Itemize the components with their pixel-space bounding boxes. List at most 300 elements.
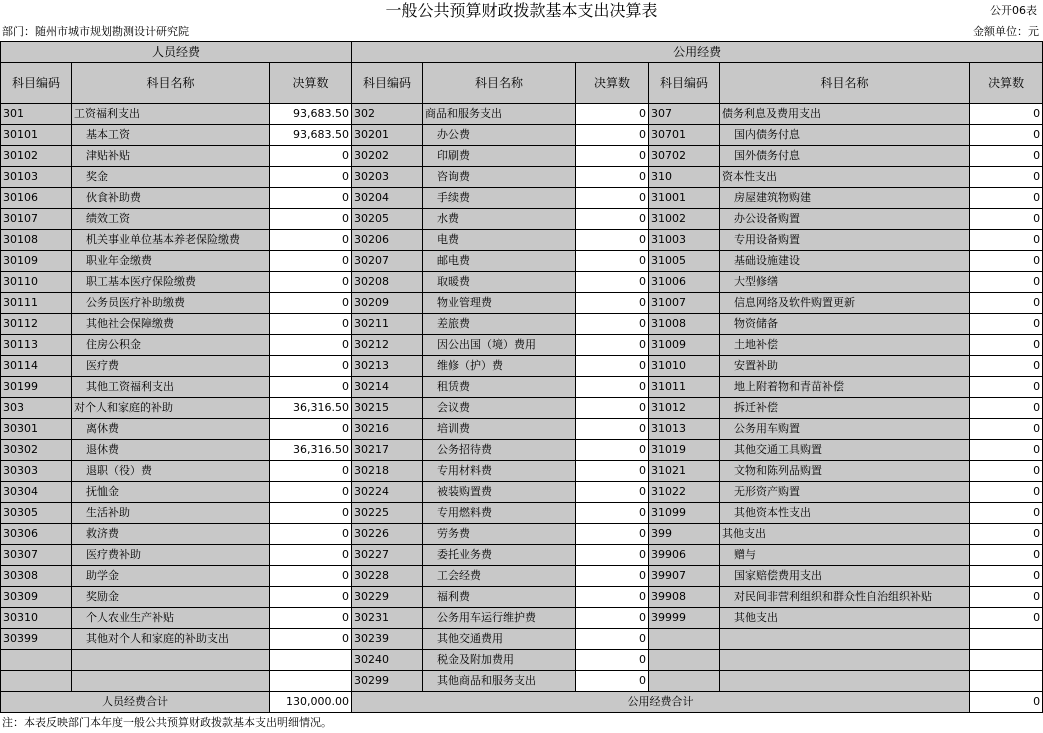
report-title: 一般公共预算财政拨款基本支出决算表 — [385, 1, 658, 20]
subject-code-cell: 30205 — [352, 209, 423, 230]
subject-name-cell: 工资福利支出 — [72, 104, 270, 125]
expenditure-table — [0, 41, 1043, 713]
col-name-header: 科目名称 — [72, 63, 270, 104]
subject-code-cell: 30240 — [352, 650, 423, 671]
subject-code-cell: 30102 — [1, 146, 72, 167]
subject-name-cell: 专用燃料费 — [423, 503, 576, 524]
amount-cell: 0 — [270, 377, 352, 398]
subject-name-cell: 绩效工资 — [72, 209, 270, 230]
table-row — [1, 314, 1043, 335]
col-name-header: 科目名称 — [423, 63, 576, 104]
subject-code-cell: 30306 — [1, 524, 72, 545]
subject-name-cell: 国外债务付息 — [720, 146, 970, 167]
amount-cell: 0 — [970, 587, 1043, 608]
subject-name-cell: 福利费 — [423, 587, 576, 608]
table-row — [1, 335, 1043, 356]
amount-cell: 0 — [576, 629, 649, 650]
subject-name-cell: 津贴补贴 — [72, 146, 270, 167]
subject-name-cell: 公务用车购置 — [720, 419, 970, 440]
subject-name-cell: 医疗费补助 — [72, 545, 270, 566]
col-name-header: 科目名称 — [720, 63, 970, 104]
amount-cell: 0 — [970, 146, 1043, 167]
subject-code-cell: 30228 — [352, 566, 423, 587]
amount-cell: 0 — [576, 419, 649, 440]
subject-code-cell: 30212 — [352, 335, 423, 356]
table-row — [1, 419, 1043, 440]
subject-code-cell: 30108 — [1, 230, 72, 251]
amount-cell: 93,683.50 — [270, 104, 352, 125]
subject-code-cell: 302 — [352, 104, 423, 125]
subject-code-cell: 30310 — [1, 608, 72, 629]
subject-code-cell: 39999 — [649, 608, 720, 629]
subject-code-cell: 310 — [649, 167, 720, 188]
public-total-value: 0 — [970, 692, 1043, 713]
subject-code-cell: 30218 — [352, 461, 423, 482]
subject-name-cell: 住房公积金 — [72, 335, 270, 356]
subject-code-cell: 30209 — [352, 293, 423, 314]
subject-code-cell: 307 — [649, 104, 720, 125]
subject-name-cell: 大型修缮 — [720, 272, 970, 293]
amount-cell: 0 — [270, 251, 352, 272]
subject-name-cell: 工会经费 — [423, 566, 576, 587]
subject-code-cell — [649, 629, 720, 650]
table-row — [1, 167, 1043, 188]
form-number: 公开06表 — [990, 4, 1037, 17]
table-row — [1, 671, 1043, 692]
subject-name-cell: 其他商品和服务支出 — [423, 671, 576, 692]
subject-name-cell: 公务招待费 — [423, 440, 576, 461]
amount-cell: 0 — [576, 230, 649, 251]
subject-code-cell: 31012 — [649, 398, 720, 419]
amount-cell: 0 — [576, 104, 649, 125]
amount-cell: 0 — [270, 209, 352, 230]
amount-cell: 0 — [270, 503, 352, 524]
subject-code-cell: 30199 — [1, 377, 72, 398]
amount-cell: 0 — [576, 335, 649, 356]
table-row — [1, 587, 1043, 608]
subject-name-cell: 赠与 — [720, 545, 970, 566]
amount-cell: 0 — [970, 377, 1043, 398]
amount-cell: 0 — [576, 398, 649, 419]
table-row — [1, 230, 1043, 251]
table-row — [1, 503, 1043, 524]
amount-cell — [270, 671, 352, 692]
subject-name-cell: 会议费 — [423, 398, 576, 419]
subject-name-cell: 维修（护）费 — [423, 356, 576, 377]
subject-code-cell — [1, 650, 72, 671]
subject-code-cell: 31002 — [649, 209, 720, 230]
table-row — [1, 461, 1043, 482]
totals-row — [1, 692, 1043, 713]
amount-cell: 0 — [576, 125, 649, 146]
subject-name-cell: 文物和陈列品购置 — [720, 461, 970, 482]
amount-cell: 0 — [270, 230, 352, 251]
subject-name-cell: 抚恤金 — [72, 482, 270, 503]
subject-name-cell: 电费 — [423, 230, 576, 251]
subject-code-cell: 30211 — [352, 314, 423, 335]
subject-name-cell: 生活补助 — [72, 503, 270, 524]
subject-name-cell: 土地补偿 — [720, 335, 970, 356]
amount-cell: 0 — [576, 566, 649, 587]
subject-name-cell: 退职（役）费 — [72, 461, 270, 482]
table-row — [1, 377, 1043, 398]
subject-name-cell: 租赁费 — [423, 377, 576, 398]
subject-name-cell: 其他支出 — [720, 524, 970, 545]
amount-cell: 0 — [576, 293, 649, 314]
amount-cell: 0 — [270, 146, 352, 167]
subject-code-cell: 30109 — [1, 251, 72, 272]
table-row — [1, 293, 1043, 314]
subject-code-cell: 301 — [1, 104, 72, 125]
amount-cell: 0 — [576, 209, 649, 230]
subject-name-cell: 印刷费 — [423, 146, 576, 167]
table-row — [1, 650, 1043, 671]
subject-code-cell: 30301 — [1, 419, 72, 440]
subject-name-cell: 奖金 — [72, 167, 270, 188]
subject-code-cell: 30239 — [352, 629, 423, 650]
amount-cell: 0 — [970, 503, 1043, 524]
subject-code-cell: 31007 — [649, 293, 720, 314]
personnel-total-label: 人员经费合计 — [1, 692, 270, 713]
col-code-header: 科目编码 — [649, 63, 720, 104]
subject-code-cell: 31003 — [649, 230, 720, 251]
table-row — [1, 188, 1043, 209]
amount-cell: 0 — [970, 293, 1043, 314]
subject-code-cell: 30215 — [352, 398, 423, 419]
subject-name-cell: 税金及附加费用 — [423, 650, 576, 671]
col-code-header: 科目编码 — [352, 63, 423, 104]
subject-code-cell: 31019 — [649, 440, 720, 461]
subject-code-cell: 31022 — [649, 482, 720, 503]
amount-cell: 0 — [970, 272, 1043, 293]
subject-code-cell: 30231 — [352, 608, 423, 629]
col-code-header: 科目编码 — [1, 63, 72, 104]
table-row — [1, 272, 1043, 293]
subject-name-cell: 退休费 — [72, 440, 270, 461]
subject-name-cell: 其他交通费用 — [423, 629, 576, 650]
subject-name-cell — [72, 671, 270, 692]
subject-name-cell: 安置补助 — [720, 356, 970, 377]
subject-name-cell: 差旅费 — [423, 314, 576, 335]
amount-cell: 0 — [270, 524, 352, 545]
subject-code-cell: 30201 — [352, 125, 423, 146]
subject-name-cell: 助学金 — [72, 566, 270, 587]
amount-cell: 0 — [270, 293, 352, 314]
subject-name-cell: 资本性支出 — [720, 167, 970, 188]
amount-cell: 0 — [576, 188, 649, 209]
subject-name-cell: 办公费 — [423, 125, 576, 146]
amount-cell: 0 — [576, 146, 649, 167]
subject-name-cell: 房屋建筑物购建 — [720, 188, 970, 209]
amount-cell: 0 — [576, 671, 649, 692]
amount-cell: 0 — [576, 503, 649, 524]
amount-cell: 0 — [970, 251, 1043, 272]
subject-name-cell: 被装购置费 — [423, 482, 576, 503]
subject-code-cell: 30217 — [352, 440, 423, 461]
subject-code-cell: 31009 — [649, 335, 720, 356]
table-row — [1, 545, 1043, 566]
amount-cell: 0 — [970, 167, 1043, 188]
amount-cell: 0 — [970, 461, 1043, 482]
subject-code-cell: 30308 — [1, 566, 72, 587]
subject-name-cell: 无形资产购置 — [720, 482, 970, 503]
subject-code-cell: 30106 — [1, 188, 72, 209]
amount-cell: 0 — [270, 167, 352, 188]
subject-name-cell: 物业管理费 — [423, 293, 576, 314]
amount-cell: 0 — [970, 608, 1043, 629]
amount-cell: 0 — [576, 440, 649, 461]
subject-code-cell: 30101 — [1, 125, 72, 146]
subject-code-cell: 30302 — [1, 440, 72, 461]
subject-name-cell: 地上附着物和青苗补偿 — [720, 377, 970, 398]
table-row — [1, 209, 1043, 230]
subject-code-cell: 30107 — [1, 209, 72, 230]
amount-cell: 93,683.50 — [270, 125, 352, 146]
subject-code-cell: 31001 — [649, 188, 720, 209]
subject-name-cell: 劳务费 — [423, 524, 576, 545]
subject-name-cell: 奖励金 — [72, 587, 270, 608]
amount-cell: 0 — [576, 650, 649, 671]
col-amount-header: 决算数 — [270, 63, 352, 104]
subject-name-cell: 国家赔偿费用支出 — [720, 566, 970, 587]
subject-name-cell: 对民间非营利组织和群众性自治组织补贴 — [720, 587, 970, 608]
subject-code-cell — [649, 671, 720, 692]
subject-name-cell: 伙食补助费 — [72, 188, 270, 209]
amount-cell: 0 — [970, 566, 1043, 587]
column-header-row — [1, 63, 1043, 104]
subject-name-cell: 基本工资 — [72, 125, 270, 146]
subject-name-cell: 物资储备 — [720, 314, 970, 335]
subject-code-cell: 31099 — [649, 503, 720, 524]
subject-name-cell: 咨询费 — [423, 167, 576, 188]
amount-cell: 0 — [576, 377, 649, 398]
subject-code-cell: 39906 — [649, 545, 720, 566]
amount-cell: 0 — [970, 188, 1043, 209]
amount-cell: 0 — [270, 461, 352, 482]
subject-name-cell: 离休费 — [72, 419, 270, 440]
subject-name-cell: 专用材料费 — [423, 461, 576, 482]
table-row — [1, 524, 1043, 545]
subject-name-cell: 医疗费 — [72, 356, 270, 377]
subject-code-cell: 30208 — [352, 272, 423, 293]
subject-code-cell: 30113 — [1, 335, 72, 356]
subject-name-cell: 公务用车运行维护费 — [423, 608, 576, 629]
subject-name-cell: 其他对个人和家庭的补助支出 — [72, 629, 270, 650]
subject-name-cell: 其他支出 — [720, 608, 970, 629]
amount-cell: 0 — [270, 482, 352, 503]
amount-cell — [970, 629, 1043, 650]
subject-code-cell: 39907 — [649, 566, 720, 587]
subject-name-cell: 债务利息及费用支出 — [720, 104, 970, 125]
subject-name-cell: 机关事业单位基本养老保险缴费 — [72, 230, 270, 251]
subject-name-cell: 邮电费 — [423, 251, 576, 272]
table-row — [1, 629, 1043, 650]
subject-name-cell: 拆迁补偿 — [720, 398, 970, 419]
subject-code-cell: 31011 — [649, 377, 720, 398]
subject-name-cell: 委托业务费 — [423, 545, 576, 566]
amount-cell: 0 — [270, 629, 352, 650]
amount-cell: 0 — [970, 104, 1043, 125]
subject-name-cell: 其他工资福利支出 — [72, 377, 270, 398]
public-total-label: 公用经费合计 — [352, 692, 970, 713]
subject-code-cell: 30111 — [1, 293, 72, 314]
col-amount-header: 决算数 — [576, 63, 649, 104]
amount-cell: 0 — [970, 356, 1043, 377]
amount-cell: 0 — [970, 545, 1043, 566]
table-row — [1, 146, 1043, 167]
subject-code-cell: 30307 — [1, 545, 72, 566]
subject-name-cell — [720, 629, 970, 650]
table-row — [1, 356, 1043, 377]
subject-name-cell: 公务员医疗补助缴费 — [72, 293, 270, 314]
amount-cell: 0 — [576, 545, 649, 566]
table-row — [1, 251, 1043, 272]
amount-cell: 36,316.50 — [270, 440, 352, 461]
subject-code-cell: 30216 — [352, 419, 423, 440]
amount-cell: 36,316.50 — [270, 398, 352, 419]
subject-name-cell: 取暖费 — [423, 272, 576, 293]
amount-cell — [270, 650, 352, 671]
subject-name-cell: 培训费 — [423, 419, 576, 440]
subject-name-cell: 办公设备购置 — [720, 209, 970, 230]
amount-cell: 0 — [970, 314, 1043, 335]
department-label: 部门：随州市城市规划勘测设计研究院 — [2, 25, 189, 38]
subject-code-cell: 30309 — [1, 587, 72, 608]
subject-code-cell: 30204 — [352, 188, 423, 209]
subject-code-cell: 30110 — [1, 272, 72, 293]
subject-name-cell: 因公出国（境）费用 — [423, 335, 576, 356]
subject-code-cell: 303 — [1, 398, 72, 419]
group-personnel: 人员经费 — [1, 42, 352, 63]
subject-code-cell — [1, 671, 72, 692]
subject-name-cell: 其他社会保障缴费 — [72, 314, 270, 335]
amount-cell: 0 — [270, 188, 352, 209]
amount-cell: 0 — [970, 524, 1043, 545]
amount-cell: 0 — [270, 335, 352, 356]
subject-code-cell: 31013 — [649, 419, 720, 440]
subject-name-cell: 救济费 — [72, 524, 270, 545]
subject-code-cell: 30202 — [352, 146, 423, 167]
amount-cell: 0 — [576, 461, 649, 482]
amount-cell: 0 — [270, 272, 352, 293]
table-row — [1, 125, 1043, 146]
subject-name-cell: 对个人和家庭的补助 — [72, 398, 270, 419]
amount-cell: 0 — [576, 167, 649, 188]
subject-code-cell: 30203 — [352, 167, 423, 188]
subject-code-cell: 31008 — [649, 314, 720, 335]
subject-code-cell: 30226 — [352, 524, 423, 545]
table-row — [1, 398, 1043, 419]
subject-code-cell: 30702 — [649, 146, 720, 167]
amount-unit-label: 金额单位：元 — [973, 25, 1039, 38]
amount-cell: 0 — [270, 545, 352, 566]
subject-name-cell: 水费 — [423, 209, 576, 230]
amount-cell: 0 — [270, 587, 352, 608]
subject-name-cell: 商品和服务支出 — [423, 104, 576, 125]
subject-code-cell: 30229 — [352, 587, 423, 608]
subject-name-cell: 其他资本性支出 — [720, 503, 970, 524]
subject-code-cell: 30206 — [352, 230, 423, 251]
amount-cell: 0 — [576, 524, 649, 545]
subject-code-cell: 30103 — [1, 167, 72, 188]
footnote: 注：本表反映部门本年度一般公共预算财政拨款基本支出明细情况。 — [2, 716, 332, 729]
amount-cell: 0 — [576, 251, 649, 272]
subject-code-cell: 30225 — [352, 503, 423, 524]
table-row — [1, 482, 1043, 503]
subject-code-cell: 30304 — [1, 482, 72, 503]
amount-cell: 0 — [970, 335, 1043, 356]
subject-name-cell: 基础设施建设 — [720, 251, 970, 272]
amount-cell: 0 — [270, 608, 352, 629]
amount-cell: 0 — [576, 356, 649, 377]
subject-name-cell: 职工基本医疗保险缴费 — [72, 272, 270, 293]
amount-cell: 0 — [576, 314, 649, 335]
amount-cell: 0 — [970, 440, 1043, 461]
subject-code-cell: 30305 — [1, 503, 72, 524]
subject-name-cell — [720, 671, 970, 692]
subject-name-cell: 个人农业生产补贴 — [72, 608, 270, 629]
amount-cell: 0 — [970, 125, 1043, 146]
group-header-row — [1, 42, 1043, 63]
amount-cell — [970, 671, 1043, 692]
amount-cell: 0 — [576, 482, 649, 503]
subject-code-cell: 30701 — [649, 125, 720, 146]
subject-code-cell: 399 — [649, 524, 720, 545]
amount-cell: 0 — [270, 566, 352, 587]
subject-name-cell: 手续费 — [423, 188, 576, 209]
subject-code-cell: 30227 — [352, 545, 423, 566]
subject-code-cell: 30207 — [352, 251, 423, 272]
subject-name-cell: 职业年金缴费 — [72, 251, 270, 272]
amount-cell: 0 — [970, 209, 1043, 230]
personnel-total-value: 130,000.00 — [270, 692, 352, 713]
amount-cell: 0 — [270, 314, 352, 335]
subject-code-cell: 30299 — [352, 671, 423, 692]
amount-cell: 0 — [270, 419, 352, 440]
subject-code-cell — [649, 650, 720, 671]
group-public: 公用经费 — [352, 42, 1043, 63]
subject-code-cell: 30224 — [352, 482, 423, 503]
table-row — [1, 566, 1043, 587]
subject-name-cell: 其他交通工具购置 — [720, 440, 970, 461]
amount-cell: 0 — [270, 356, 352, 377]
amount-cell: 0 — [970, 398, 1043, 419]
subject-code-cell: 31021 — [649, 461, 720, 482]
table-row — [1, 440, 1043, 461]
amount-cell: 0 — [970, 230, 1043, 251]
amount-cell: 0 — [576, 608, 649, 629]
subject-code-cell: 30214 — [352, 377, 423, 398]
amount-cell: 0 — [970, 482, 1043, 503]
subject-name-cell: 国内债务付息 — [720, 125, 970, 146]
subject-name-cell: 信息网络及软件购置更新 — [720, 293, 970, 314]
subject-code-cell: 39908 — [649, 587, 720, 608]
subject-code-cell: 30114 — [1, 356, 72, 377]
subject-code-cell: 30303 — [1, 461, 72, 482]
table-row — [1, 104, 1043, 125]
subject-name-cell — [720, 650, 970, 671]
amount-cell: 0 — [576, 272, 649, 293]
subject-code-cell: 31005 — [649, 251, 720, 272]
col-amount-header: 决算数 — [970, 63, 1043, 104]
subject-code-cell: 30399 — [1, 629, 72, 650]
subject-name-cell — [72, 650, 270, 671]
subject-code-cell: 30213 — [352, 356, 423, 377]
subject-code-cell: 31010 — [649, 356, 720, 377]
amount-cell: 0 — [576, 587, 649, 608]
subject-name-cell: 专用设备购置 — [720, 230, 970, 251]
table-row — [1, 608, 1043, 629]
